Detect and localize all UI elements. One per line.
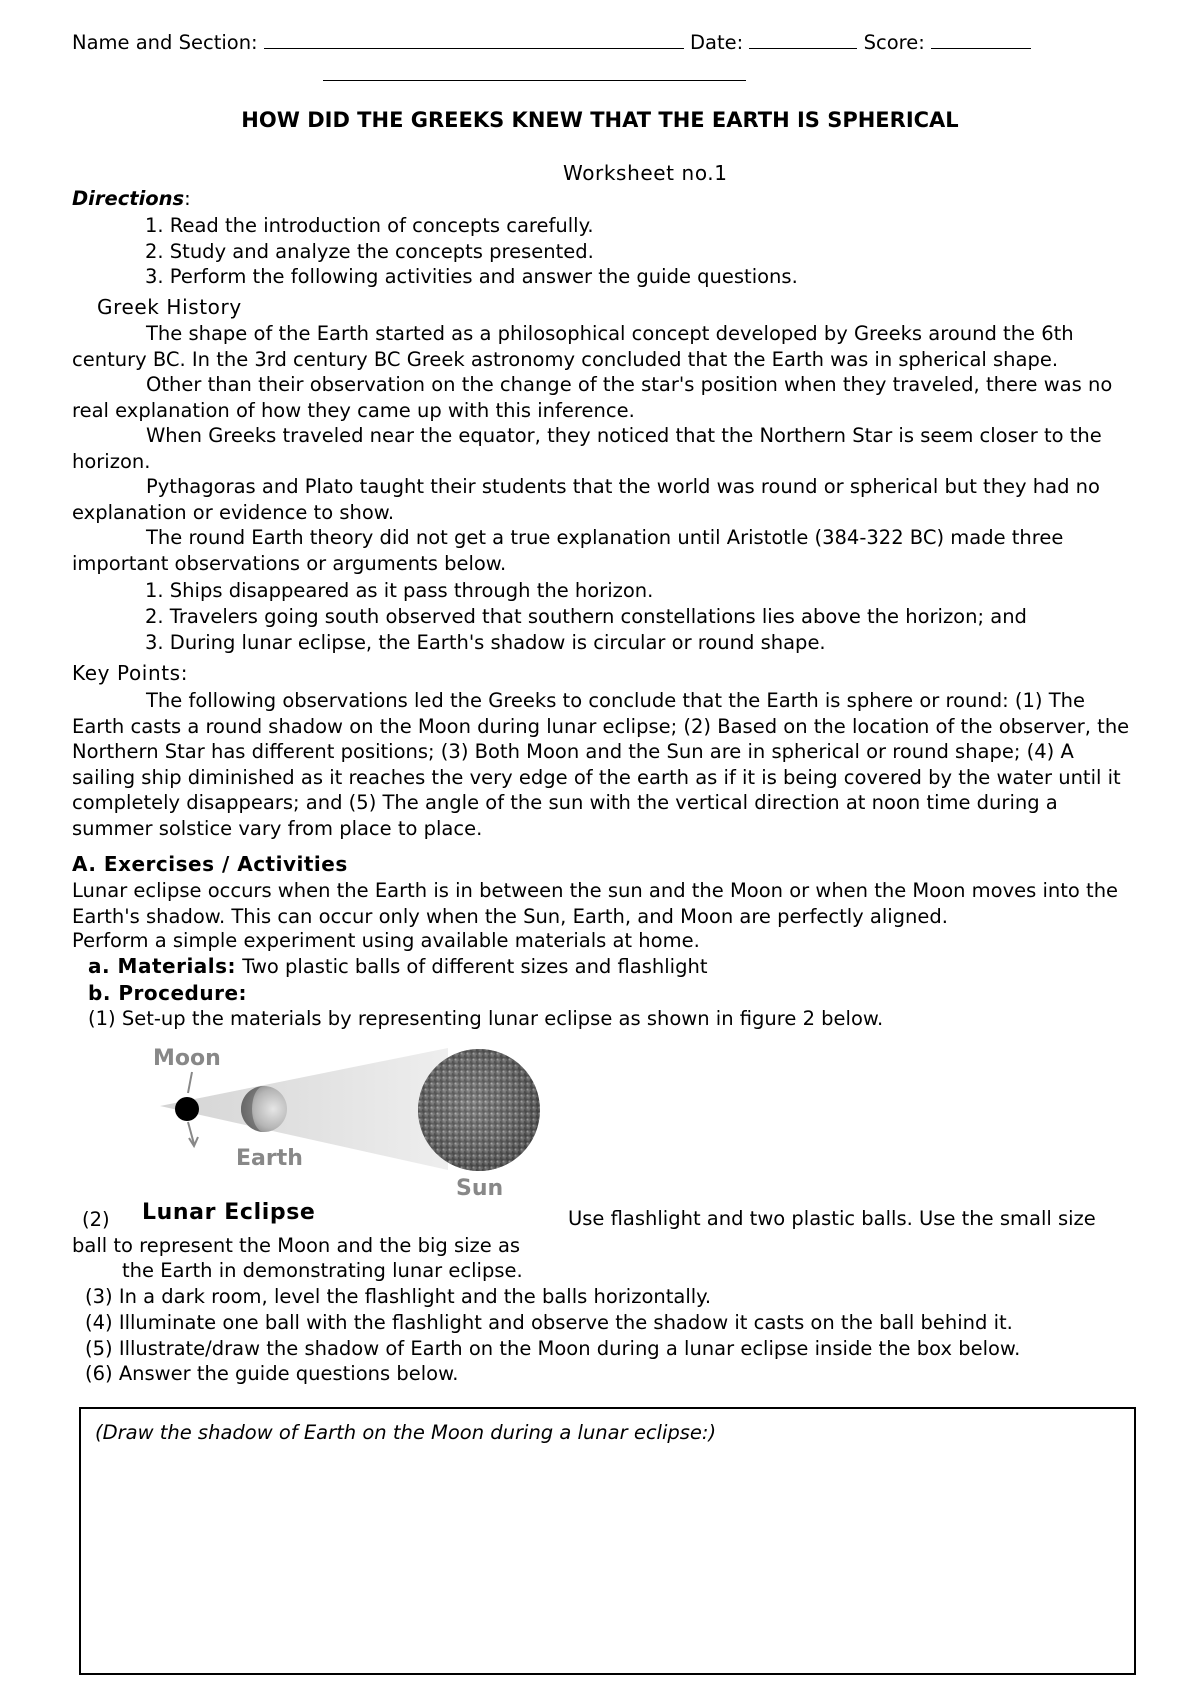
procedure-step: (4) Illuminate one ball with the flashlight and observe the shadow it casts on the ball behind it.	[85, 1311, 1013, 1334]
procedure-step: (6) Answer the guide questions below.	[85, 1362, 459, 1385]
drawing-box-instruction: (Draw the shadow of Earth on the Moon during a lunar eclipse:)	[95, 1421, 717, 1444]
observation-item: 3. During lunar eclipse, the Earth's shadow is circular or round shape.	[145, 631, 826, 654]
history-paragraph: Other than their observation on the change of the star's position when they traveled, there was no real explanation of how they came up with this inference.	[72, 373, 1113, 422]
drawing-box[interactable]	[79, 1407, 1136, 1675]
moon-sphere	[175, 1097, 199, 1121]
greek-history-heading: Greek History	[97, 295, 242, 319]
page-title: HOW DID THE GREEKS KNEW THAT THE EARTH IS SPHERICAL	[241, 108, 959, 132]
key-points-heading: Key Points:	[72, 661, 189, 685]
directions-item: 3. Perform the following activities and answer the guide questions.	[145, 265, 798, 288]
exercises-heading: A. Exercises / Activities	[72, 852, 348, 876]
worksheet-number: Worksheet no.1	[563, 161, 728, 185]
procedure-step: (5) Illustrate/draw the shadow of Earth on the Moon during a lunar eclipse inside the box below.	[85, 1337, 1021, 1360]
step2-number: (2)	[82, 1208, 110, 1231]
directions-colon: :	[184, 187, 191, 210]
exercises-perform: Perform a simple experiment using available materials at home.	[72, 929, 700, 952]
date-field[interactable]	[749, 30, 857, 49]
history-paragraph: Pythagoras and Plato taught their students that the world was round or spherical but they had no explanation or evidence to show.	[72, 475, 1100, 524]
procedure-step: (3) In a dark room, level the flashlight and the balls horizontally.	[85, 1285, 712, 1308]
procedure-heading: b. Procedure:	[88, 981, 248, 1005]
header-line	[72, 30, 1031, 54]
key-points-text: The following observations led the Greeks to conclude that the Earth is sphere or round: (1) The Earth casts a round shadow on the Moon during lunar eclipse; (2) Based on the location of the observer, the Northern Star has different positions; (3) Both Moon and the Sun are in spherical or round shape; (4) A sailing ship diminished as it reaches the very edge of the earth as if it is being covered by the water until it completely disappears; and (5) The angle of the sun with the vertical direction at noon time during a summer solstice vary from place to place.	[72, 689, 1130, 840]
directions-heading	[72, 187, 191, 210]
history-paragraph: The shape of the Earth started as a philosophical concept developed by Greeks around the 6th century BC. In the 3rd century BC Greek astronomy concluded that the Earth was in spherical shape.	[72, 322, 1074, 371]
materials-text: Two plastic balls of different sizes and flashlight	[242, 955, 708, 978]
history-paragraph: The round Earth theory did not get a true explanation until Aristotle (384-322 BC) made three important observations or arguments below.	[72, 526, 1064, 575]
sun-label: Sun	[456, 1176, 504, 1200]
step2-text: Use flashlight and two plastic balls. Use the small size	[568, 1207, 1096, 1230]
materials-label: a. Materials:	[88, 954, 237, 978]
figure-caption: Lunar Eclipse	[142, 1200, 316, 1225]
step2-text-continued: the Earth in demonstrating lunar eclipse.	[122, 1259, 523, 1282]
step2-text-continued: ball to represent the Moon and the big size as	[72, 1234, 521, 1257]
score-field[interactable]	[931, 30, 1031, 49]
directions-item: 1. Read the introduction of concepts carefully.	[145, 214, 594, 237]
name-label: Name and Section:	[72, 31, 258, 54]
score-label: Score:	[863, 31, 925, 54]
lunar-eclipse-diagram	[148, 1040, 543, 1200]
observation-item: 1. Ships disappeared as it pass through the horizon.	[145, 579, 654, 602]
directions-label: Directions	[72, 187, 185, 210]
name-field-continuation[interactable]	[323, 62, 746, 86]
earth-label: Earth	[236, 1146, 303, 1171]
materials-line	[88, 954, 707, 978]
observation-item: 2. Travelers going south observed that southern constellations lies above the horizon; and	[145, 605, 1027, 628]
history-paragraph: When Greeks traveled near the equator, they noticed that the Northern Star is seem closer to the horizon.	[72, 424, 1102, 473]
lunar-eclipse-figure	[148, 1040, 543, 1200]
name-field[interactable]	[264, 30, 684, 49]
moon-arrow-icon	[188, 1072, 192, 1093]
procedure-step: (1) Set-up the materials by representing lunar eclipse as shown in figure 2 below.	[88, 1007, 884, 1030]
exercises-intro: Lunar eclipse occurs when the Earth is in between the sun and the Moon or when the Moon moves into the Earth's shadow. This can occur only when the Sun, Earth, and Moon are perfectly aligned.	[72, 879, 1119, 928]
directions-item: 2. Study and analyze the concepts presented.	[145, 240, 594, 263]
date-label: Date:	[690, 31, 744, 54]
moon-label: Moon	[153, 1046, 221, 1071]
